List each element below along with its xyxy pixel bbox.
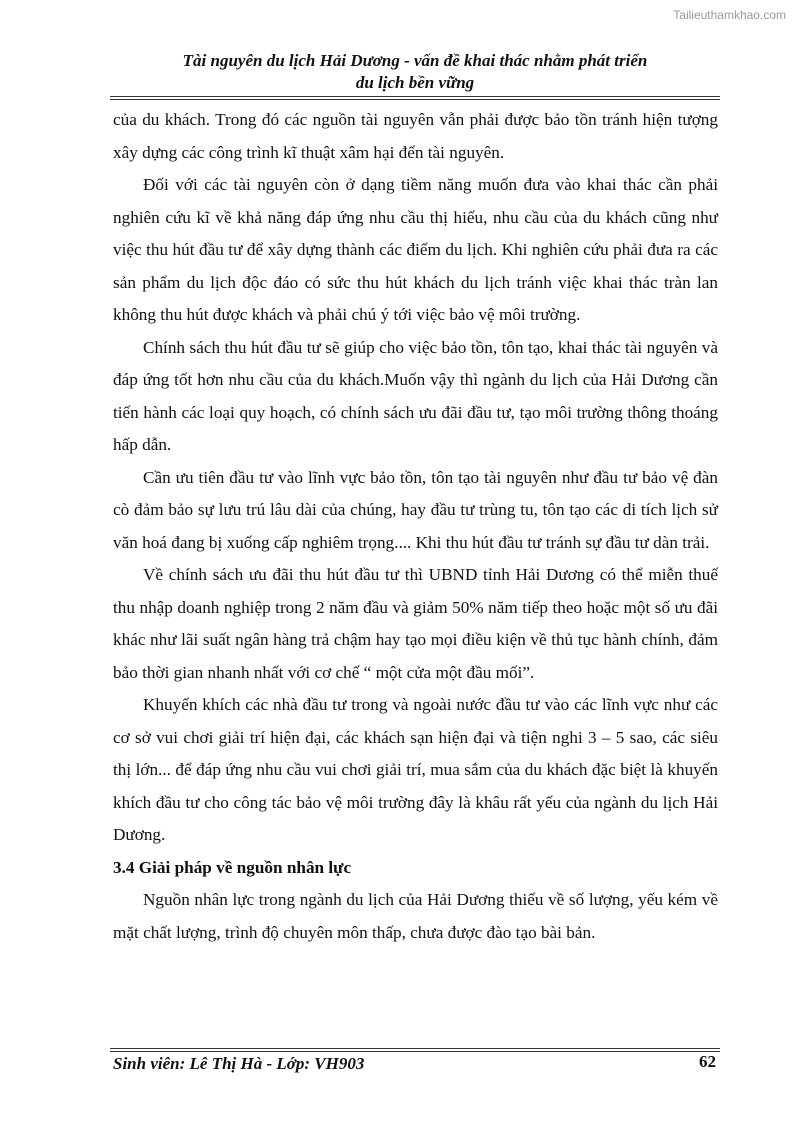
paragraph: Khuyến khích các nhà đầu tư trong và ngoài nước đầu tư vào các lĩnh vực như các cơ sở vui chơi giải trí hiện đại, các khách sạn hiện đại và tiện nghi 3 – 5 sao, các siêu thị lớn... để đáp ứng nhu cầu vui chơi giải trí, mua sắm của du khách đặc biệt là khuyến khích đầu tư cho công tác bảo vệ môi trường đây là khâu rất yếu của ngành du lịch Hải Dương.	[113, 695, 718, 844]
paragraph: của du khách. Trong đó các nguồn tài nguyên vẫn phải được bảo tồn tránh hiện tượng xây dựng các công trình kĩ thuật xâm hại đến tài nguyên.	[113, 110, 718, 162]
header-title-line-2: du lịch bền vững	[355, 73, 475, 92]
page-header	[112, 50, 718, 94]
footer-student-info: Sinh viên: Lê Thị Hà - Lớp: VH903	[113, 1054, 365, 1073]
watermark: Tailieuthamkhao.com	[673, 8, 786, 22]
paragraph: Chính sách thu hút đầu tư sẽ giúp cho việc bảo tồn, tôn tạo, khai thác tài nguyên và đáp ứng tốt hơn nhu cầu của du khách.Muốn vậy thì ngành du lịch của Hải Dương cần tiến hành các loại quy hoạch, có chính sách ưu đãi đầu tư, tạo môi trường thông thoáng hấp dẫn.	[113, 337, 718, 454]
paragraph: Về chính sách ưu đãi thu hút đầu tư thì UBND tỉnh Hải Dương có thể miễn thuế thu nhập doanh nghiệp trong 2 năm đầu và giảm 50% năm tiếp theo hoặc một số ưu đãi khác như lãi suất ngân hàng trả chậm hay tạo mọi điều kiện về thủ tục hành chính, đảm bảo thời gian nhanh nhất với cơ chế “ một cửa một đầu mối”.	[113, 565, 718, 682]
footer-divider	[110, 1048, 720, 1052]
document-body	[113, 104, 718, 949]
section-heading: 3.4 Giải pháp về nguồn nhân lực	[113, 857, 352, 877]
header-divider	[110, 96, 720, 100]
paragraph: Cần ưu tiên đầu tư vào lĩnh vực bảo tồn, tôn tạo tài nguyên như đầu tư bảo vệ đàn cò đảm bảo sự lưu trú lâu dài của chúng, hay đầu tư trùng tu, tôn tạo các di tích lịch sử văn hoá đang bị xuống cấp nghiêm trọng.... Khi thu hút đầu tư tránh sự đầu tư dàn trải.	[113, 467, 718, 552]
header-title-line-1: Tài nguyên du lịch Hải Dương - vấn đề khai thác nhằm phát triển	[182, 51, 648, 70]
paragraph: Nguồn nhân lực trong ngành du lịch của Hải Dương thiếu về số lượng, yếu kém về mặt chất lượng, trình độ chuyên môn thấp, chưa được đào tạo bài bản.	[113, 890, 718, 942]
paragraph: Đối với các tài nguyên còn ở dạng tiềm năng muốn đưa vào khai thác cần phải nghiên cứu kĩ về khả năng đáp ứng nhu cầu thị hiếu, nhu cầu của du khách cũng như việc thu hút đầu tư để xây dựng thành các điểm du lịch. Khi nghiên cứu phải đưa ra các sản phẩm du lịch độc đáo có sức thu hút khách du lịch tránh việc khai thác tràn lan không thu hút được khách và phải chú ý tới việc bảo vệ môi trường.	[113, 175, 718, 324]
page-number: 62	[699, 1052, 716, 1071]
